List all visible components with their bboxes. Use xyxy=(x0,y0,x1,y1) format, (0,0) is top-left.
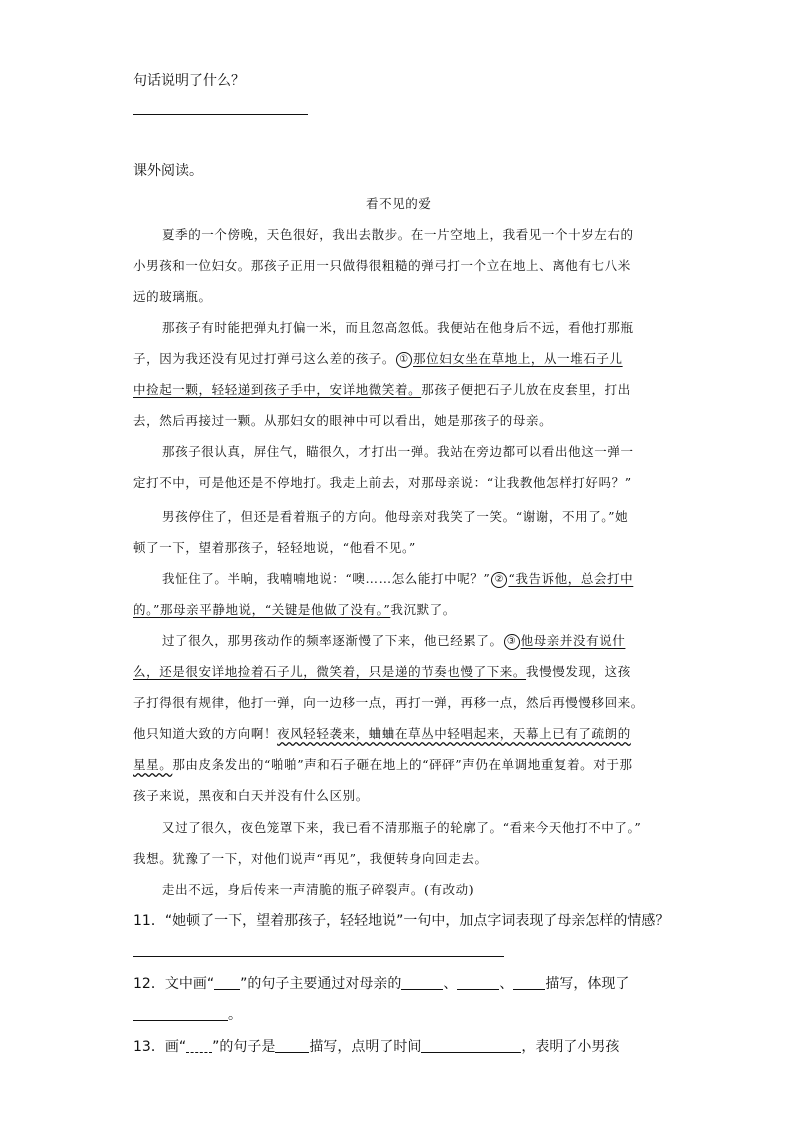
passage-line: 我想。犹豫了一下，对他们说声“再见”，我便转身向回走去。 xyxy=(133,851,488,866)
passage-title: 看不见的爱 xyxy=(366,196,432,211)
passage-line: 又过了很久，夜色笼罩下来，我已看不清那瓶子的轮廓了。“看来今天他打不中了。” xyxy=(162,820,642,835)
answer-blank[interactable] xyxy=(457,975,499,990)
answer-blank[interactable] xyxy=(133,1006,228,1021)
wavy-underlined-sentence: 夜风轻轻袭来，蛐蛐在草丛中轻唱起来，天幕上已有了疏朗的 xyxy=(277,726,631,741)
marker-3: ③ xyxy=(504,634,520,650)
separator: 、 xyxy=(499,976,514,992)
passage-line xyxy=(133,724,631,742)
question-tail: 句话说明了什么？ xyxy=(133,73,245,89)
question-13-text: 13．画“ xyxy=(133,1039,187,1055)
passage-line xyxy=(133,755,633,773)
question-13-text: ”的句子是 xyxy=(212,1039,276,1055)
underlined-sentence-3-cont: 么，还是很安详地捡着石子儿，微笑着，只是递的节奏也慢了下来。 xyxy=(133,664,527,679)
passage-line xyxy=(133,349,623,368)
question-11: 11．“她顿了一下，望着那孩子，轻轻地说”一句中，加点字词表现了母亲怎样的情感？ xyxy=(133,913,670,929)
question-12 xyxy=(133,973,629,993)
separator: 、 xyxy=(443,976,458,992)
underlined-sentence-2-cont: 的。”那母亲平静地说，“关键是他做了没有。” xyxy=(133,602,391,617)
passage-text: 那孩子便把石子儿放在皮套里，打出 xyxy=(421,382,631,397)
passage-line: 远的玻璃瓶。 xyxy=(133,289,212,304)
answer-line-11[interactable] xyxy=(133,956,504,957)
answer-blank[interactable] xyxy=(421,1038,521,1053)
question-12-text: 描写，体现了 xyxy=(545,976,630,992)
marker-1: ① xyxy=(396,352,412,368)
wavy-underlined-sentence-cont: 星星。 xyxy=(133,757,173,772)
underlined-sentence-2: “我告诉他，总会打中 xyxy=(508,571,634,586)
passage-text: 那由皮条发出的“啪啪”声和石子砸在地上的“砰砰”声仍在单调地重复着。对于那 xyxy=(172,757,633,772)
question-12-text: ”的句子主要通过对母亲的 xyxy=(240,976,402,992)
question-13 xyxy=(133,1036,619,1056)
passage-line: 去，然后再接过一颗。从那妇女的眼神中可以看出，她是那孩子的母亲。 xyxy=(133,413,553,428)
period: 。 xyxy=(228,1007,242,1023)
passage-line: 那孩子很认真，屏住气，瞄很久，才打出一弹。我站在旁边都可以看出他这一弹一 xyxy=(162,444,634,459)
passage-text: 我怔住了。半晌，我喃喃地说：“噢……怎么能打中呢？” xyxy=(162,571,491,586)
question-12-text: 12．文中画“ xyxy=(133,976,215,992)
passage-line: 走出不远，身后传来一声清脆的瓶子碎裂声。(有改动) xyxy=(162,882,475,897)
passage-text: 过了很久，那男孩动作的频率逐渐慢了下来，他已经累了。 xyxy=(162,633,503,648)
passage-text: 他只知道大致的方向啊！ xyxy=(133,726,278,741)
passage-line xyxy=(133,600,456,618)
question-13-text: 描写，点明了时间 xyxy=(309,1039,422,1055)
section-title: 课外阅读。 xyxy=(133,163,203,179)
answer-line[interactable] xyxy=(133,114,308,115)
passage-line: 顿了一下，望着那孩子，轻轻地说，“他看不见。” xyxy=(133,540,416,555)
wavy-sample xyxy=(186,1038,212,1053)
underlined-sentence-1-cont: 中捡起一颗，轻轻递到孩子手中，安详地微笑着。 xyxy=(133,382,422,397)
passage-line xyxy=(162,569,633,588)
passage-line: 男孩停住了，但还是看着瓶子的方向。他母亲对我笑了一笑。“谢谢，不用了。”她 xyxy=(162,509,629,524)
answer-blank[interactable] xyxy=(513,975,545,990)
question-12-line2 xyxy=(133,1004,242,1024)
passage-text: 我沉默了。 xyxy=(390,602,456,617)
passage-line: 子打得很有规律，他打一弹，向一边移一点，再打一弹，再移一点，然后再慢慢移回来。 xyxy=(133,695,644,710)
passage-line: 小男孩和一位妇女。那孩子正用一只做得很粗糙的弹弓打一个立在地上、离他有七八米 xyxy=(133,258,631,273)
underlined-sentence-3: 他母亲并没有说什 xyxy=(520,633,626,648)
passage-line: 孩子来说，黑夜和白天并没有什么区别。 xyxy=(133,788,369,803)
answer-blank[interactable] xyxy=(401,975,443,990)
answer-blank[interactable] xyxy=(275,1038,309,1053)
passage-line: 那孩子有时能把弹丸打偏一米，而且忽高忽低。我便站在他身后不远，看他打那瓶 xyxy=(162,320,634,335)
passage-text: 子，因为我还没有见过打弹弓这么差的孩子。 xyxy=(133,351,396,366)
passage-text: 我慢慢发现，这孩 xyxy=(526,664,631,679)
passage-line xyxy=(162,631,625,650)
question-13-text: ，表明了小男孩 xyxy=(521,1039,620,1055)
passage-line: 定打不中，可是他还是不停地打。我走上前去，对那母亲说：“让我教他怎样打好吗？” xyxy=(133,475,632,490)
passage-line: 夏季的一个傍晚，天色很好，我出去散步。在一片空地上，我看见一个十岁左右的 xyxy=(162,227,634,242)
passage-line xyxy=(133,380,631,398)
marker-2: ② xyxy=(491,572,507,588)
underline-sample xyxy=(214,975,240,990)
passage-line xyxy=(133,662,631,680)
underlined-sentence-1: 那位妇女坐在草地上，从一堆石子儿 xyxy=(413,351,623,366)
